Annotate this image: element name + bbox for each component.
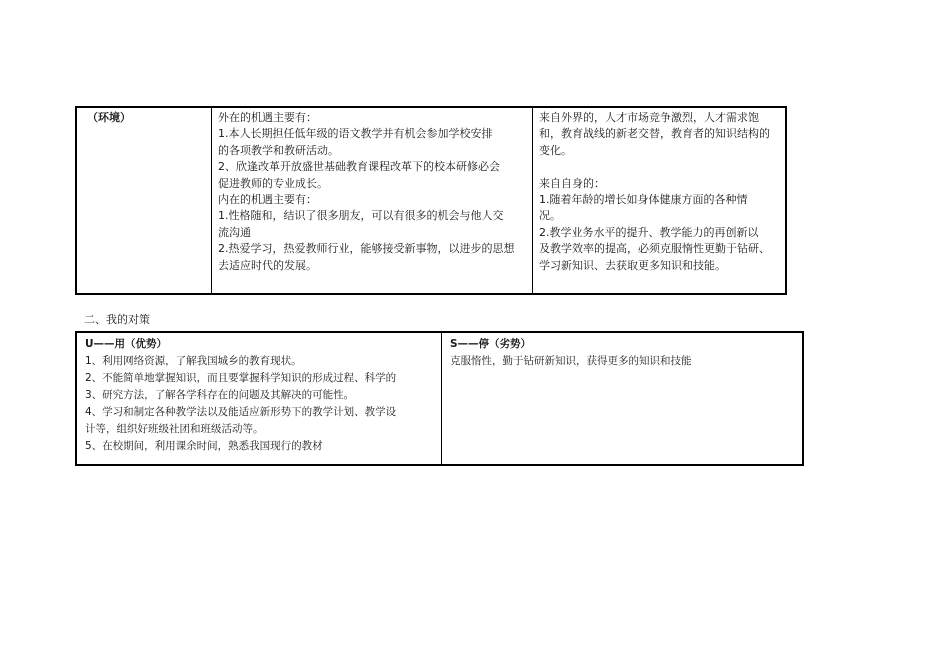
strengths-heading: U——用（优势） [85, 338, 168, 350]
section-heading: 二、我的对策 [84, 313, 150, 326]
threat-line: 来自外界的，人才市场竞争激烈，人才需求饱 [539, 111, 759, 124]
weakness-line: 克服惰性，勤于钻研新知识，获得更多的知识和技能 [450, 355, 692, 367]
opportunity-line: 流沟通 [218, 225, 251, 239]
opportunity-line: 的各项教学和教研活动。 [218, 143, 339, 157]
threats-cell [532, 108, 785, 293]
opportunity-line: 促进教师的专业成长。 [218, 176, 328, 190]
threat-line: 2.教学业务水平的提升、教学能力的再创新以 [539, 225, 759, 239]
strengths-cell [77, 333, 441, 464]
environment-label-cell [77, 108, 211, 293]
opportunity-line: 1.性格随和，结识了很多朋友，可以有很多的机会与他人交 [218, 209, 504, 223]
opportunity-line: 2、欣逢改革开放盛世基础教育课程改革下的校本研修必会 [218, 160, 500, 174]
opportunity-line: 去适应时代的发展。 [218, 258, 317, 272]
strategy-table [75, 331, 804, 466]
threat-line: 及教学效率的提高，必须克服惰性更勤于钻研、 [539, 242, 770, 256]
environment-table [75, 106, 787, 295]
strength-line: 5、在校期间，利用课余时间，熟悉我国现行的教材 [85, 440, 323, 452]
opportunity-line: 2.热爱学习，热爱教师行业，能够接受新事物，以进步的思想 [218, 242, 515, 256]
threat-line: 变化。 [539, 143, 572, 157]
opportunities-cell [211, 108, 532, 293]
strength-line: 1、利用网络资源，了解我国城乡的教育现状。 [85, 355, 302, 367]
opportunity-line: 内在的机遇主要有： [218, 193, 317, 207]
environment-label: （环境） [87, 111, 131, 124]
opportunity-line: 外在的机遇主要有： [218, 111, 317, 124]
threat-line: 和，教育战线的新老交替，教育者的知识结构的 [539, 127, 770, 141]
strength-line: 2、不能简单地掌握知识，而且要掌握科学知识的形成过程、科学的 [85, 372, 397, 384]
strength-line: 4、学习和制定各种教学法以及能适应新形势下的教学计划、教学设 [85, 406, 397, 418]
opportunity-line: 1.本人长期担任低年级的语文教学并有机会参加学校安排 [218, 127, 493, 141]
threat-line: 学习新知识、去获取更多知识和技能。 [539, 258, 726, 272]
strength-line: 计等，组织好班级社团和班级活动等。 [85, 423, 264, 435]
threat-line: 来自自身的： [539, 176, 605, 190]
weaknesses-cell [441, 333, 802, 464]
threat-line-blank [539, 159, 779, 175]
weaknesses-heading: S——停（劣势） [450, 338, 532, 350]
threat-line: 1.随着年龄的增长如身体健康方面的各种情 [539, 193, 748, 207]
threat-line: 况。 [539, 209, 561, 223]
strength-line: 3、研究方法，了解各学科存在的问题及其解决的可能性。 [85, 389, 355, 401]
